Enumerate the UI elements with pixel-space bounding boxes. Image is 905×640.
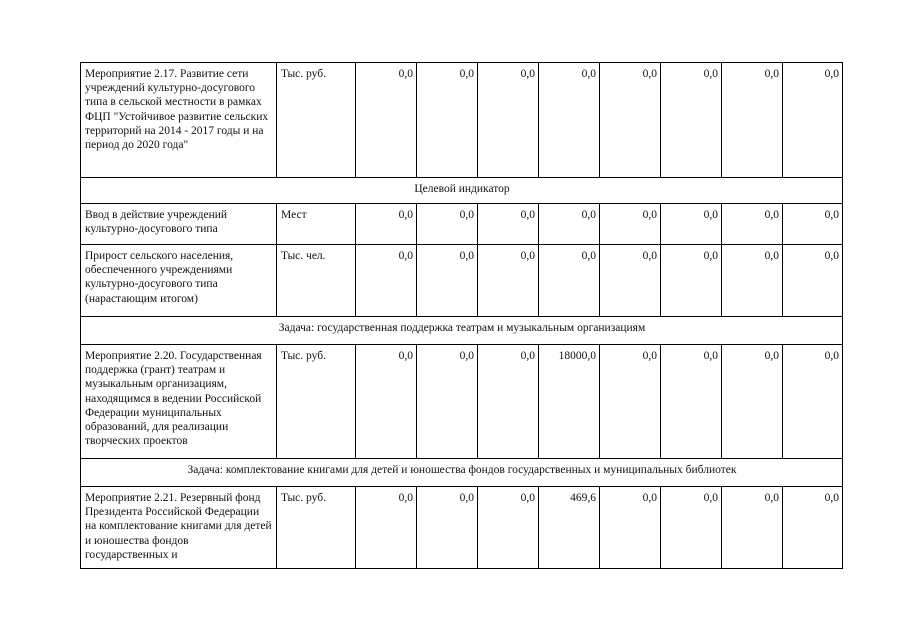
- value-cell: 0,0: [722, 245, 783, 317]
- value-cell: 0,0: [661, 204, 722, 245]
- value-cell: 0,0: [783, 345, 843, 459]
- table-row: [81, 345, 843, 459]
- value-cell: 0,0: [600, 63, 661, 178]
- unit-cell: Тыс. руб.: [277, 345, 356, 459]
- indicator-name-cell: Прирост сельского населения, обеспеченного учреждениями культурно-досугового типа (нарастающим итогом): [81, 245, 277, 317]
- value-cell: 0,0: [478, 487, 539, 569]
- measure-name-cell: Мероприятие 2.17. Развитие сети учреждений культурно-досугового типа в сельской местности в рамках ФЦП "Устойчивое развитие сельских территорий на 2014 - 2017 годы и на период до 2020 года": [81, 63, 277, 178]
- section-header: Задача: комплектование книгами для детей и юношества фондов государственных и муниципальных библиотек: [81, 459, 843, 487]
- value-cell: 0,0: [356, 345, 417, 459]
- value-cell: 0,0: [356, 63, 417, 178]
- value-cell: 469,6: [539, 487, 600, 569]
- unit-cell: Мест: [277, 204, 356, 245]
- value-cell: 18000,0: [539, 345, 600, 459]
- value-cell: 0,0: [356, 245, 417, 317]
- value-cell: 0,0: [600, 487, 661, 569]
- value-cell: 0,0: [783, 204, 843, 245]
- measure-name-cell: Мероприятие 2.20. Государственная поддержка (грант) театрам и музыкальным организациям, находящимся в ведении Российской Федерации муниципальных образований, для реализации творческих проектов: [81, 345, 277, 459]
- unit-cell: Тыс. чел.: [277, 245, 356, 317]
- section-header: Задача: государственная поддержка театрам и музыкальным организациям: [81, 317, 843, 345]
- value-cell: 0,0: [661, 487, 722, 569]
- budget-table: [80, 62, 843, 569]
- value-cell: 0,0: [417, 245, 478, 317]
- value-cell: 0,0: [478, 204, 539, 245]
- section-header-row: [81, 317, 843, 345]
- value-cell: 0,0: [783, 487, 843, 569]
- value-cell: 0,0: [661, 245, 722, 317]
- unit-cell: Тыс. руб.: [277, 487, 356, 569]
- indicator-name-cell: Ввод в действие учреждений культурно-досугового типа: [81, 204, 277, 245]
- table-row: [81, 204, 843, 245]
- measure-name-cell: Мероприятие 2.21. Резервный фонд Президента Российской Федерации на комплектование книгами для детей и юношества фондов государственных и: [81, 487, 277, 569]
- value-cell: 0,0: [356, 204, 417, 245]
- section-header-row: [81, 178, 843, 204]
- table-row: [81, 245, 843, 317]
- table-row: [81, 487, 843, 569]
- value-cell: 0,0: [417, 487, 478, 569]
- value-cell: 0,0: [783, 63, 843, 178]
- value-cell: 0,0: [600, 245, 661, 317]
- value-cell: 0,0: [478, 345, 539, 459]
- table-row: [81, 63, 843, 178]
- value-cell: 0,0: [722, 204, 783, 245]
- value-cell: 0,0: [661, 345, 722, 459]
- value-cell: 0,0: [661, 63, 722, 178]
- value-cell: 0,0: [417, 204, 478, 245]
- value-cell: 0,0: [417, 63, 478, 178]
- value-cell: 0,0: [539, 245, 600, 317]
- value-cell: 0,0: [478, 63, 539, 178]
- section-header-row: [81, 459, 843, 487]
- value-cell: 0,0: [600, 345, 661, 459]
- value-cell: 0,0: [600, 204, 661, 245]
- value-cell: 0,0: [539, 63, 600, 178]
- value-cell: 0,0: [417, 345, 478, 459]
- value-cell: 0,0: [356, 487, 417, 569]
- value-cell: 0,0: [722, 63, 783, 178]
- value-cell: 0,0: [722, 345, 783, 459]
- value-cell: 0,0: [783, 245, 843, 317]
- value-cell: 0,0: [539, 204, 600, 245]
- unit-cell: Тыс. руб.: [277, 63, 356, 178]
- value-cell: 0,0: [722, 487, 783, 569]
- section-header: Целевой индикатор: [81, 178, 843, 204]
- value-cell: 0,0: [478, 245, 539, 317]
